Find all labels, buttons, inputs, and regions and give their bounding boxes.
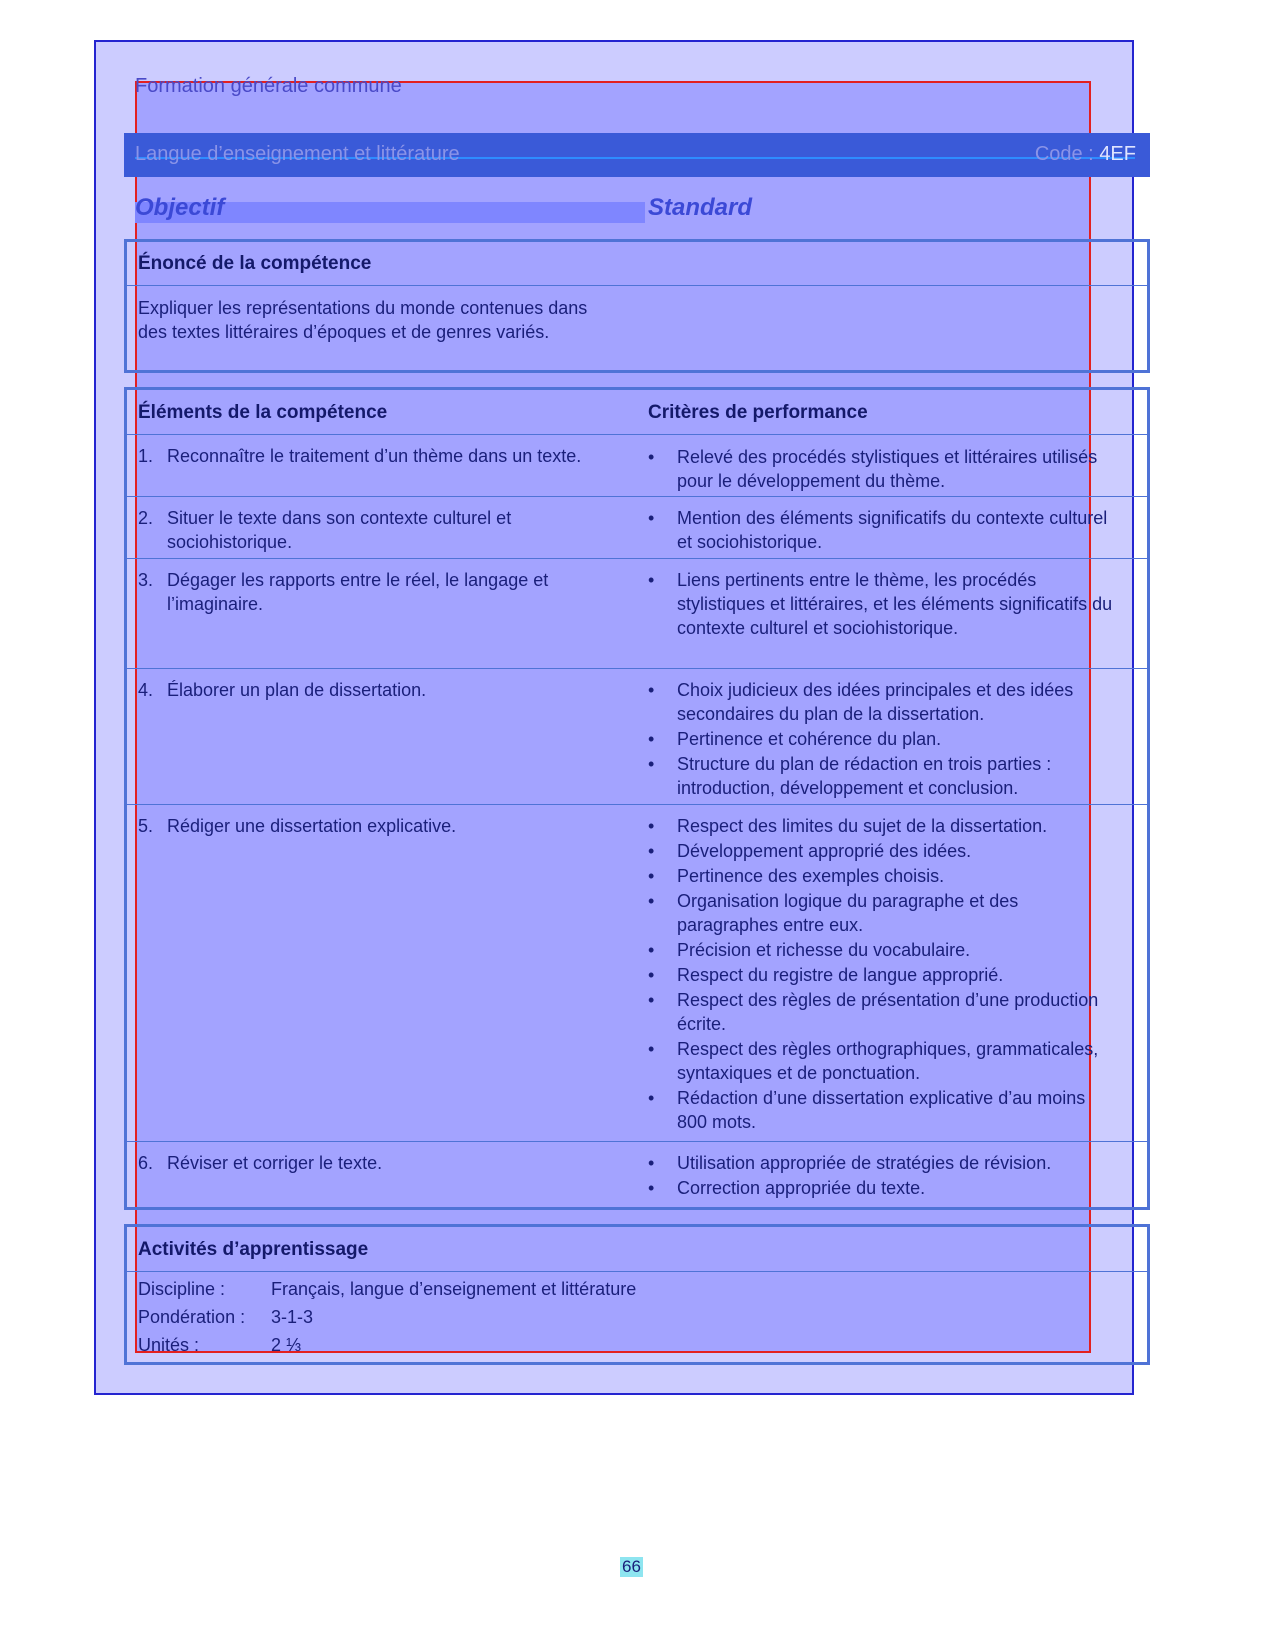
element-row-1 (138, 444, 628, 468)
criteria-item (648, 1151, 1118, 1175)
criteria-item (648, 938, 1118, 962)
row-divider (127, 804, 1147, 805)
competence-section (124, 239, 1150, 373)
bullet-icon: • (648, 680, 655, 700)
bullet-icon: • (648, 816, 655, 836)
course-header-bar (124, 133, 1150, 177)
criteria-item (648, 1037, 1118, 1085)
criteria-list-2 (648, 506, 1118, 555)
element-number: 2. (138, 508, 154, 528)
element-text: Élaborer un plan de dissertation. (167, 680, 427, 700)
criteria-item (648, 889, 1118, 937)
bullet-icon: • (648, 965, 655, 985)
criteria-text: Mention des éléments significatifs du contexte culturel et sociohistorique. (677, 508, 1108, 552)
row-divider (127, 1141, 1147, 1142)
bullet-icon: • (648, 508, 655, 528)
element-number: 1. (138, 446, 154, 466)
criteria-text: Précision et richesse du vocabulaire. (677, 940, 971, 960)
discipline-value: Français, langue d’enseignement et littérature (271, 1279, 637, 1299)
standard-heading: Standard (648, 194, 753, 221)
discipline-label: Discipline : (138, 1279, 226, 1299)
unites-label: Unités : (138, 1335, 200, 1355)
criteria-text: Utilisation appropriée de stratégies de révision. (677, 1153, 1052, 1173)
bullet-icon: • (648, 891, 655, 911)
row-divider (127, 668, 1147, 669)
objectif-heading: Objectif (135, 194, 225, 221)
criteria-item (648, 1176, 1118, 1200)
row-divider (127, 558, 1147, 559)
criteria-text: Respect des règles de présentation d’une production écrite. (677, 990, 1099, 1034)
bullet-icon: • (648, 1153, 655, 1173)
row-divider (127, 1271, 1147, 1272)
criteria-text: Respect du registre de langue approprié. (677, 965, 1004, 985)
criteria-item (648, 864, 1118, 888)
criteria-item (648, 988, 1118, 1036)
criteria-item (648, 678, 1118, 726)
criteria-text: Respect des règles orthographiques, grammaticales, syntaxiques et de ponctuation. (677, 1039, 1099, 1083)
element-row-4 (138, 678, 628, 702)
ponderation-value: 3-1-3 (271, 1307, 314, 1327)
criteria-text: Relevé des procédés stylistiques et littéraires utilisés pour le développement du thème. (677, 447, 1098, 491)
course-code-label: Code : (1034, 143, 1094, 165)
criteria-item (648, 568, 1118, 640)
criteria-item (648, 752, 1118, 800)
element-text: Reconnaître le traitement d’un thème dans un texte. (167, 446, 582, 466)
criteria-title: Critères de performance (648, 402, 868, 423)
element-row-2 (138, 506, 628, 554)
row-divider (127, 434, 1147, 435)
row-divider (127, 496, 1147, 497)
element-row-5 (138, 814, 628, 838)
bullet-icon: • (648, 1088, 655, 1108)
element-text: Réviser et corriger le texte. (167, 1153, 383, 1173)
criteria-text: Liens pertinents entre le thème, les procédés stylistiques et littéraires, et les éléments significatifs du contexte culturel et sociohistorique. (677, 570, 1113, 638)
activities-title: Activités d’apprentissage (138, 1239, 369, 1260)
bullet-icon: • (648, 841, 655, 861)
competence-text: Expliquer les représentations du monde contenues dans des textes littéraires d’époques et de genres variés. (138, 298, 588, 342)
criteria-text: Respect des limites du sujet de la dissertation. (677, 816, 1048, 836)
criteria-item (648, 727, 1118, 751)
criteria-item (648, 839, 1118, 863)
activities-section (124, 1224, 1150, 1365)
course-code-value: 4EF (1099, 143, 1136, 165)
criteria-text: Structure du plan de rédaction en trois parties : introduction, développement et conclusion. (677, 754, 1052, 798)
bullet-icon: • (648, 447, 655, 467)
element-text: Dégager les rapports entre le réel, le langage et l’imaginaire. (167, 570, 549, 614)
criteria-item (648, 506, 1118, 554)
page-number: 66 (622, 1557, 641, 1576)
element-number: 5. (138, 816, 154, 836)
criteria-text: Rédaction d’une dissertation explicative d’au moins 800 mots. (677, 1088, 1086, 1132)
criteria-text: Développement approprié des idées. (677, 841, 972, 861)
course-code (1035, 143, 1136, 166)
criteria-item (648, 963, 1118, 987)
element-text: Situer le texte dans son contexte culturel et sociohistorique. (167, 508, 512, 552)
bullet-icon: • (648, 729, 655, 749)
criteria-item (648, 814, 1118, 838)
element-row-3 (138, 568, 628, 616)
program-title: Formation générale commune (135, 75, 402, 97)
course-name: Langue d’enseignement et littérature (135, 143, 460, 165)
competence-title: Énoncé de la compétence (138, 253, 372, 274)
elements-title: Éléments de la compétence (138, 402, 388, 423)
element-row-6 (138, 1151, 628, 1175)
row-divider (127, 285, 1147, 286)
ponderation-label: Pondération : (138, 1307, 246, 1327)
criteria-list-6 (648, 1151, 1118, 1201)
criteria-item (648, 445, 1118, 493)
criteria-text: Choix judicieux des idées principales et des idées secondaires du plan de la dissertation. (677, 680, 1074, 724)
element-number: 4. (138, 680, 154, 700)
bullet-icon: • (648, 1039, 655, 1059)
element-number: 6. (138, 1153, 154, 1173)
bullet-icon: • (648, 754, 655, 774)
unites-value: 2 ⅓ (271, 1335, 302, 1355)
criteria-text: Pertinence des exemples choisis. (677, 866, 945, 886)
criteria-list-3 (648, 568, 1118, 641)
criteria-item (648, 1086, 1118, 1134)
bullet-icon: • (648, 866, 655, 886)
bullet-icon: • (648, 940, 655, 960)
elements-section (124, 387, 1150, 1210)
criteria-text: Organisation logique du paragraphe et des paragraphes entre eux. (677, 891, 1019, 935)
element-number: 3. (138, 570, 154, 590)
criteria-list-5 (648, 814, 1118, 1135)
element-text: Rédiger une dissertation explicative. (167, 816, 457, 836)
criteria-list-1 (648, 445, 1118, 494)
criteria-list-4 (648, 678, 1118, 801)
bullet-icon: • (648, 1178, 655, 1198)
criteria-text: Pertinence et cohérence du plan. (677, 729, 942, 749)
bullet-icon: • (648, 990, 655, 1010)
criteria-text: Correction appropriée du texte. (677, 1178, 926, 1198)
bullet-icon: • (648, 570, 655, 590)
